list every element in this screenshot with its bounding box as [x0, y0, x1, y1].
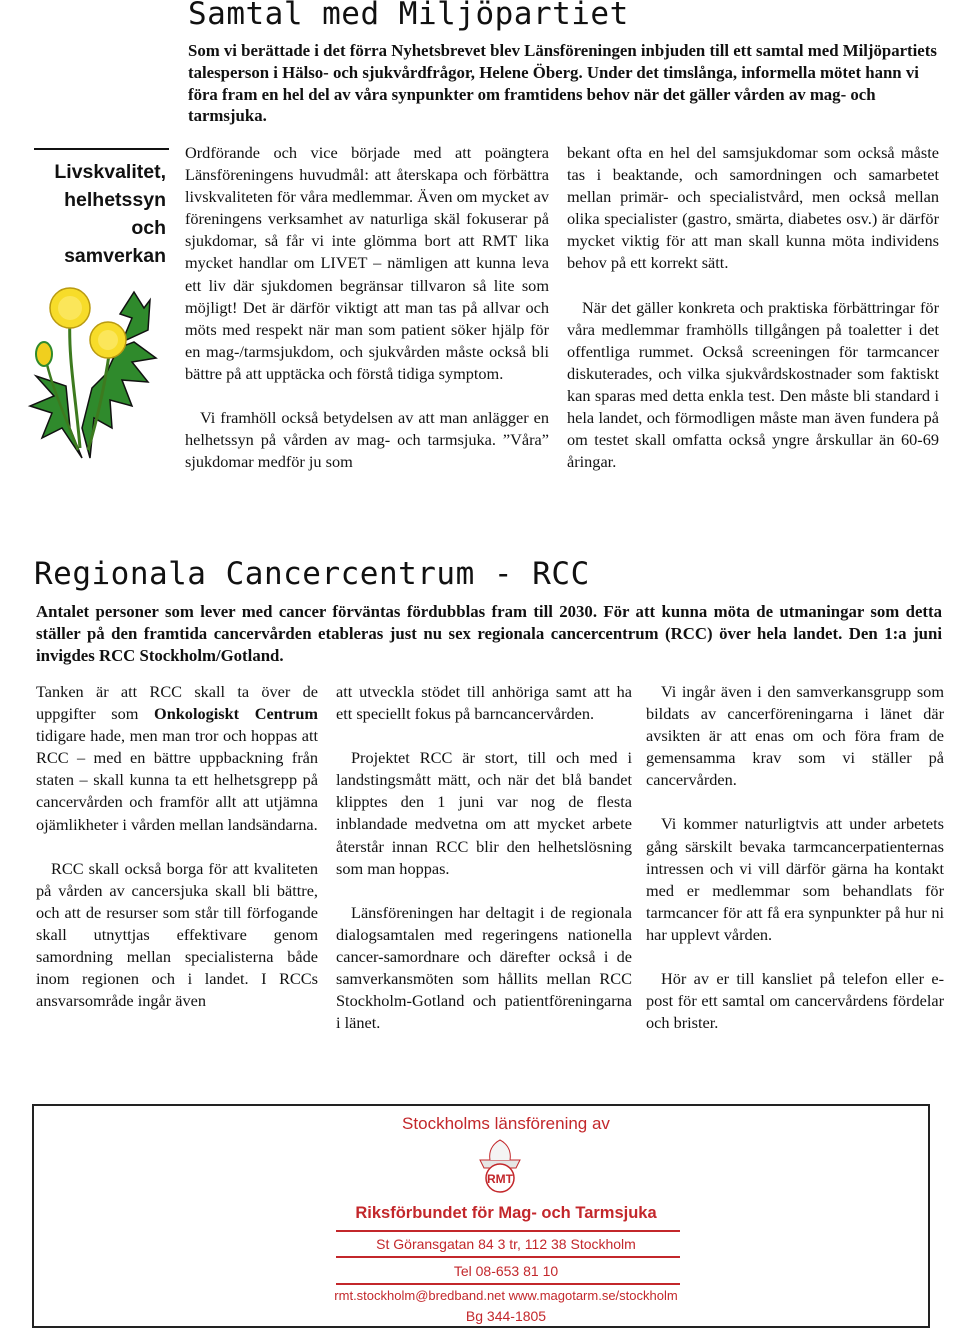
- article1-column-2: [567, 142, 939, 495]
- sidebar-heading: [30, 158, 166, 270]
- footer-heading: Stockholms länsförening av: [402, 1114, 610, 1133]
- divider: [336, 1256, 680, 1258]
- sidebar-line: samverkan: [64, 245, 166, 267]
- article-title: Samtal med Miljöpartiet: [188, 0, 629, 32]
- article-lead: Som vi berättade i det förra Nyhetsbrevet blev Länsföreningen inbjuden till ett samtal med Miljöpartiets talesperson i Hälso- och sjukvårdfrågor, Helene Öberg. Under det timslånga, informella mötet hann vi föra fram en hel del av våra synpunkter om framtidens behov när det gäller vården av mag- och tarmsjuka.: [188, 41, 937, 126]
- paragraph: Vi ingår även i den samverkansgrupp som bildats av cancerföreningarna i länet där avsikten är att enas om och föra fram de gemensamma krav som vi ställer på cancervården.: [646, 682, 944, 790]
- sidebar-divider: [34, 148, 169, 150]
- contact-line: rmt.stockholm@bredband.net www.magotarm.se/stockholm: [334, 1288, 678, 1303]
- dandelion-illustration: [22, 278, 162, 460]
- paragraph: RCC skall också borga för att kvaliteten på vården av cancersjuka skall bli bättre, och att de resurser som står till förfogande skall utnyttjas effektivare genom samordning mellan specialisterna både inom regionen och i landet. I RCCs ansvarsområde ingår även: [36, 858, 318, 1011]
- logo-text: RMT: [487, 1172, 513, 1186]
- article2-column-1: [36, 681, 318, 1034]
- article2-column-3: [646, 681, 944, 1056]
- sidebar-line: och: [131, 217, 166, 239]
- article-title: Regionala Cancercentrum - RCC: [34, 556, 590, 592]
- divider: [336, 1230, 680, 1232]
- address: St Göransgatan 84 3 tr, 112 38 Stockholm: [376, 1236, 636, 1252]
- paragraph: Tanken är att RCC skall ta över de uppgifter som Onkologiskt Centrum tidigare hade, men man tror och hoppas att RCC – med en bättre uppbackning från staten – skall kunna ta ett helhetsgrepp på cancervården och framför allt att utjämna ojämlikheter i vården mellan landsändarna.: [36, 682, 318, 834]
- paragraph: När det gäller konkreta och praktiska förbättringar för våra medlemmar framhölls tillgången på toaletter i det offentliga rummet. Också screeningen för tarmcancer diskuterades, och vilka sjukvårdskostnader som faktiskt kan sparas med detta enkla test. Den måste bli standard i hela landet, och förmodligen måste man även fundera på om testet skall omfatta också yngre årskullar än 60-69 åringar.: [567, 297, 939, 472]
- paragraph: Projektet RCC är stort, till och med i landstingsmått mätt, och när det blå bandet klipptes den 1 juni var nog de flesta inblandade medvetna om att mycket arbete återstår innan RCC blir den helhetslösning som man hoppas.: [336, 748, 632, 878]
- divider: [336, 1283, 680, 1285]
- sidebar-line: helhetssyn: [64, 189, 166, 211]
- phone: Tel 08-653 81 10: [453, 1263, 559, 1279]
- paragraph: att utveckla stödet till anhöriga samt att ha ett speciellt fokus på barncancervården.: [336, 682, 632, 724]
- article1-column-1: [185, 142, 549, 495]
- bold-text: Onkologiskt Centrum: [154, 704, 318, 724]
- rmt-logo: [470, 1138, 530, 1198]
- paragraph: Ordförande och vice började med att poängtera Länsföreningens huvudmål: att återskapa och förbättra livskvaliteten för våra medlemmar. Även om mycket av föreningens verksamhet av naturliga skäl fokuserar på sjukdomar, så får vi inte glömma bort att RMT lika mycket handlar om LIVET – nämligen att kunna leva ett liv där sjukdomen begränsar tillvaron så lite som möjligt! Det är därför viktigt att man tas på allvar och möts med respekt när man som patient söker hjälp för en mag-/tarmsjukdom, och sjukvården måste också bli bättre på att upptäcka och förstå tidiga symptom.: [185, 143, 549, 383]
- paragraph: bekant ofta en hel del samsjukdomar som också måste tas i beaktande, och samordningen och samarbetet mellan primär- och specialistvård, men också mellan olika specialister (gastro, smärta, diabetes osv.) är därför mycket viktig för att man skall kunna möta individens behov på ett korrekt sätt.: [567, 143, 939, 273]
- sidebar-line: Livskvalitet,: [54, 161, 166, 183]
- org-name: Riksförbundet för Mag- och Tarmsjuka: [355, 1204, 657, 1222]
- paragraph: Vi framhöll också betydelsen av att man anlägger en helhetssyn på vården av mag- och tarmsjuka. ”Våra” sjukdomar medför ju som: [185, 408, 549, 472]
- article2-column-2: [336, 681, 632, 1056]
- paragraph: Vi kommer naturligtvis att under arbetets gång särskilt bevaka tarmcancerpatienternas intressen och vi vill därför gärna ha kontakt med er medlemmar som behandlats för tarmcancer för att få era synpunkter på hur ni har upplevt vården.: [646, 814, 944, 944]
- paragraph: Hör av er till kansliet på telefon eller e-post för ett samtal om cancervårdens fördelar och brister.: [646, 969, 944, 1033]
- bankgiro: Bg 344-1805: [465, 1308, 547, 1324]
- footer-box: [32, 1104, 930, 1328]
- article-lead: Antalet personer som lever med cancer förväntas fördubblas fram till 2030. För att kunna möta de utmaningar som detta ställer på den framtida cancervården etableras just nu sex regionala cancercentrum (RCC) över hela landet. Den 1:a juni invigdes RCC Stockholm/Gotland.: [36, 602, 942, 665]
- paragraph: Länsföreningen har deltagit i de regionala dialogsamtalen med regeringens nationella cancer-samordnare och därefter också i de samverkansmöten som hållits mellan RCC Stockholm-Gotland och patientföreningarna i länet.: [336, 902, 632, 1033]
